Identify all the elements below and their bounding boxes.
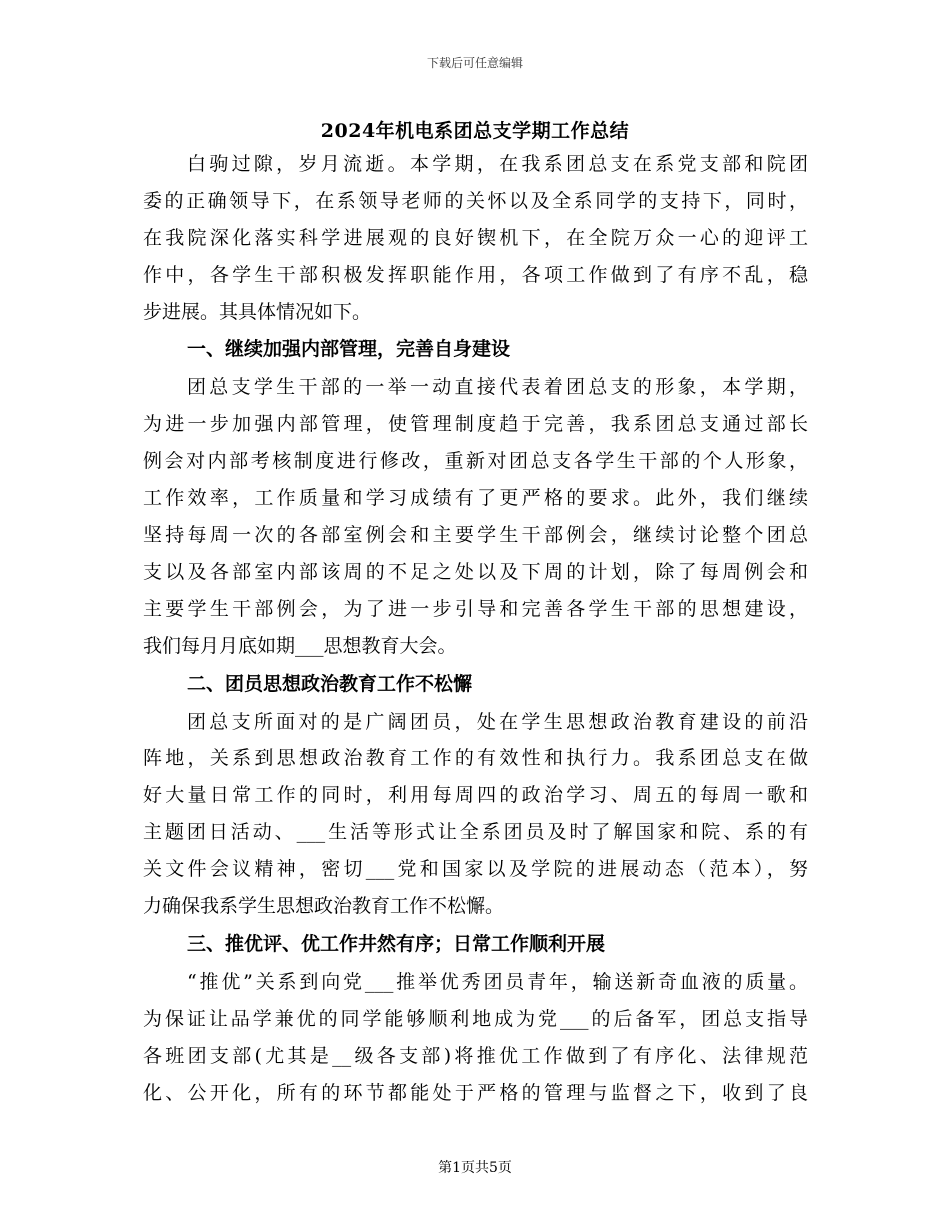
text-line: 主要学生干部例会，为了进一步引导和完善各学生干部的思想建设， (143, 597, 808, 620)
text-line: 关文件会议精神，密切___党和国家以及学院的进展动态（范本），努 (143, 858, 808, 881)
document-body (143, 146, 808, 1111)
text-line: 坚持每周一次的各部室例会和主要学生干部例会，继续讨论整个团总 (143, 524, 808, 547)
section-heading-1: 一、继续加强内部管理，完善自身建设 (187, 338, 511, 361)
document-title: 2024年机电系团总支学期工作总结 (320, 120, 630, 142)
section-heading-2: 二、团员思想政治教育工作不松懈 (187, 672, 473, 695)
text-line: 化、公开化，所有的环节都能处于严格的管理与监督之下，收到了良 (143, 1081, 808, 1104)
text-line: 为保证让品学兼优的同学能够顺利地成为党___的后备军，团总支指导 (143, 1007, 808, 1030)
text-line: 在我院深化落实科学进展观的良好锲机下，在全院万众一心的迎评工 (143, 226, 808, 249)
section-heading-3: 三、推优评、优工作井然有序；日常工作顺利开展 (187, 932, 606, 955)
text-line: 主题团日活动、___生活等形式让全系团员及时了解国家和院、系的有 (143, 821, 808, 844)
text-line: 工作效率，工作质量和学习成绩有了更严格的要求。此外，我们继续 (143, 487, 808, 510)
header-note: 下载后可任意编辑 (426, 56, 523, 70)
text-line: 各班团支部(尤其是__级各支部)将推优工作做到了有序化、法律规范 (143, 1044, 808, 1067)
paragraph-section-2 (143, 704, 808, 925)
text-line: 例会对内部考核制度进行修改，重新对团总支各学生干部的个人形象， (143, 450, 808, 473)
text-line: 作中，各学生干部积极发挥职能作用，各项工作做到了有序不乱，稳 (143, 263, 808, 286)
paragraph-section-1 (143, 369, 808, 664)
paragraph-section-3 (143, 964, 808, 1112)
text-line: 好大量日常工作的同时，利用每周四的政治学习、周五的每周一歌和 (143, 784, 808, 807)
text-line: 团总支所面对的是广阔团员，处在学生思想政治教育建设的前沿 (187, 710, 808, 733)
text-line: 力确保我系学生思想政治教育工作不松懈。 (143, 895, 505, 918)
text-line: “推优”关系到向党___推举优秀团员青年，输送新奇血液的质量。 (187, 970, 808, 993)
text-line: 团总支学生干部的一举一动直接代表着团总支的形象，本学期， (187, 376, 808, 399)
paragraph-intro (143, 146, 808, 330)
text-line: 阵地，关系到思想政治教育工作的有效性和执行力。我系团总支在做 (143, 747, 808, 770)
text-line: 步进展。其具体情况如下。 (143, 300, 372, 323)
text-line: 支以及各部室内部该周的不足之处以及下周的计划，除了每周例会和 (143, 560, 808, 583)
text-line: 为进一步加强内部管理，使管理制度趋于完善，我系团总支通过部长 (143, 413, 808, 436)
text-line: 我们每月月底如期___思想教育大会。 (143, 634, 457, 657)
text-line: 白驹过隙，岁月流逝。本学期，在我系团总支在系党支部和院团 (187, 153, 808, 175)
page-number: 第1页共5页 (438, 1160, 512, 1176)
text-line: 委的正确领导下，在系领导老师的关怀以及全系同学的支持下，同时， (143, 189, 808, 212)
